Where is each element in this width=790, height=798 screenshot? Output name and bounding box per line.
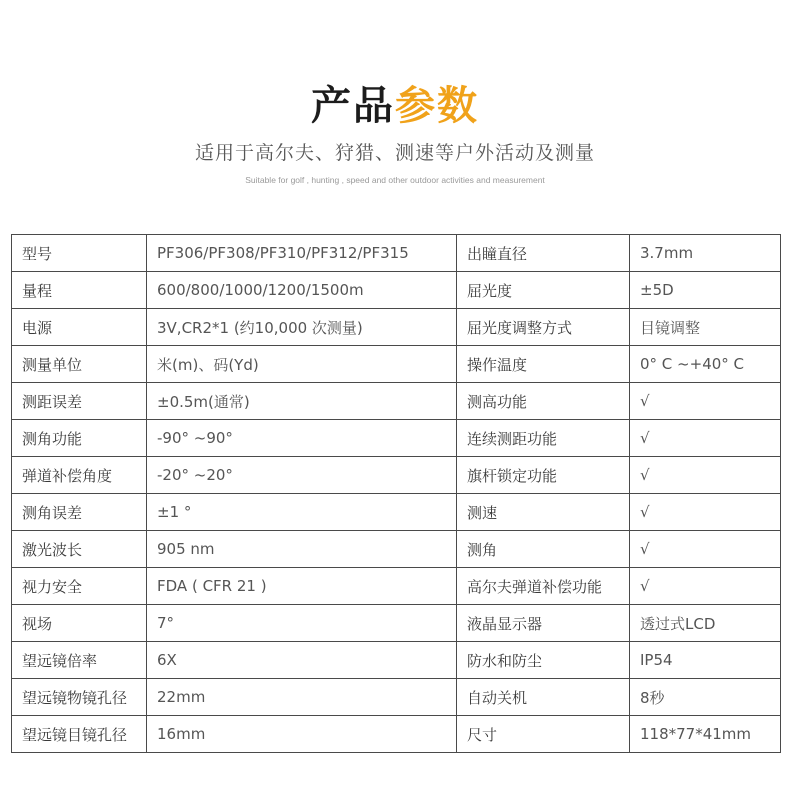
page-subtitle-english: Suitable for golf , hunting , speed and other outdoor activities and measurement (245, 175, 545, 185)
spec-value: 600/800/1000/1200/1500m (147, 272, 457, 309)
spec-label: 连续测距功能 (457, 420, 630, 457)
spec-label: 电源 (12, 309, 147, 346)
spec-label: 防水和防尘 (457, 642, 630, 679)
spec-label: 操作温度 (457, 346, 630, 383)
table-row (12, 494, 781, 531)
spec-label: 屈光度 (457, 272, 630, 309)
spec-value: 6X (147, 642, 457, 679)
table-row (12, 679, 781, 716)
spec-value: 透过式LCD (630, 605, 781, 642)
spec-value: √ (630, 383, 781, 420)
page-header (0, 78, 790, 186)
spec-table (11, 234, 781, 753)
spec-label: 望远镜物镜孔径 (12, 679, 147, 716)
table-row (12, 383, 781, 420)
spec-label: 自动关机 (457, 679, 630, 716)
spec-value: 3V,CR2*1 (约10,000 次测量) (147, 309, 457, 346)
table-row (12, 346, 781, 383)
spec-label: 测量单位 (12, 346, 147, 383)
spec-label: 视力安全 (12, 568, 147, 605)
spec-value: ±0.5m(通常) (147, 383, 457, 420)
spec-value: 7° (147, 605, 457, 642)
spec-label: 旗杆锁定功能 (457, 457, 630, 494)
table-row (12, 309, 781, 346)
spec-value: 118*77*41mm (630, 716, 781, 753)
spec-value: √ (630, 420, 781, 457)
spec-value: 0° C ~+40° C (630, 346, 781, 383)
spec-label: 测速 (457, 494, 630, 531)
spec-value: √ (630, 494, 781, 531)
table-row (12, 235, 781, 272)
spec-value: 8秒 (630, 679, 781, 716)
spec-value: -20° ~20° (147, 457, 457, 494)
spec-value: 米(m)、码(Yd) (147, 346, 457, 383)
spec-value: ±1 ° (147, 494, 457, 531)
table-row (12, 457, 781, 494)
spec-label: 弹道补偿角度 (12, 457, 147, 494)
spec-label: 测高功能 (457, 383, 630, 420)
spec-label: 高尔夫弹道补偿功能 (457, 568, 630, 605)
spec-label: 屈光度调整方式 (457, 309, 630, 346)
spec-value: ±5D (630, 272, 781, 309)
page-subtitle: 适用于高尔夫、狩猎、测速等户外活动及测量 (194, 142, 595, 164)
table-row (12, 420, 781, 457)
spec-label: 液晶显示器 (457, 605, 630, 642)
title-part-orange: 参数 (395, 83, 479, 129)
table-row (12, 272, 781, 309)
spec-value: √ (630, 568, 781, 605)
spec-label: 量程 (12, 272, 147, 309)
title-part-dark: 产品 (311, 83, 395, 129)
spec-value: 16mm (147, 716, 457, 753)
spec-value: 目镜调整 (630, 309, 781, 346)
spec-label: 尺寸 (457, 716, 630, 753)
spec-value: √ (630, 457, 781, 494)
spec-label: 型号 (12, 235, 147, 272)
table-row (12, 531, 781, 568)
spec-label: 测角功能 (12, 420, 147, 457)
spec-label: 激光波长 (12, 531, 147, 568)
spec-label: 视场 (12, 605, 147, 642)
spec-label: 望远镜目镜孔径 (12, 716, 147, 753)
spec-label: 测距误差 (12, 383, 147, 420)
spec-value: √ (630, 531, 781, 568)
table-row (12, 605, 781, 642)
table-row (12, 716, 781, 753)
table-row (12, 642, 781, 679)
spec-value: 905 nm (147, 531, 457, 568)
spec-value: 3.7mm (630, 235, 781, 272)
spec-table-body (12, 235, 781, 753)
table-row (12, 568, 781, 605)
spec-value: IP54 (630, 642, 781, 679)
spec-label: 测角误差 (12, 494, 147, 531)
spec-value: -90° ~90° (147, 420, 457, 457)
page-title (0, 78, 790, 134)
spec-label: 出瞳直径 (457, 235, 630, 272)
spec-value: 22mm (147, 679, 457, 716)
spec-value: FDA ( CFR 21 ) (147, 568, 457, 605)
spec-label: 测角 (457, 531, 630, 568)
spec-label: 望远镜倍率 (12, 642, 147, 679)
spec-value: PF306/PF308/PF310/PF312/PF315 (147, 235, 457, 272)
